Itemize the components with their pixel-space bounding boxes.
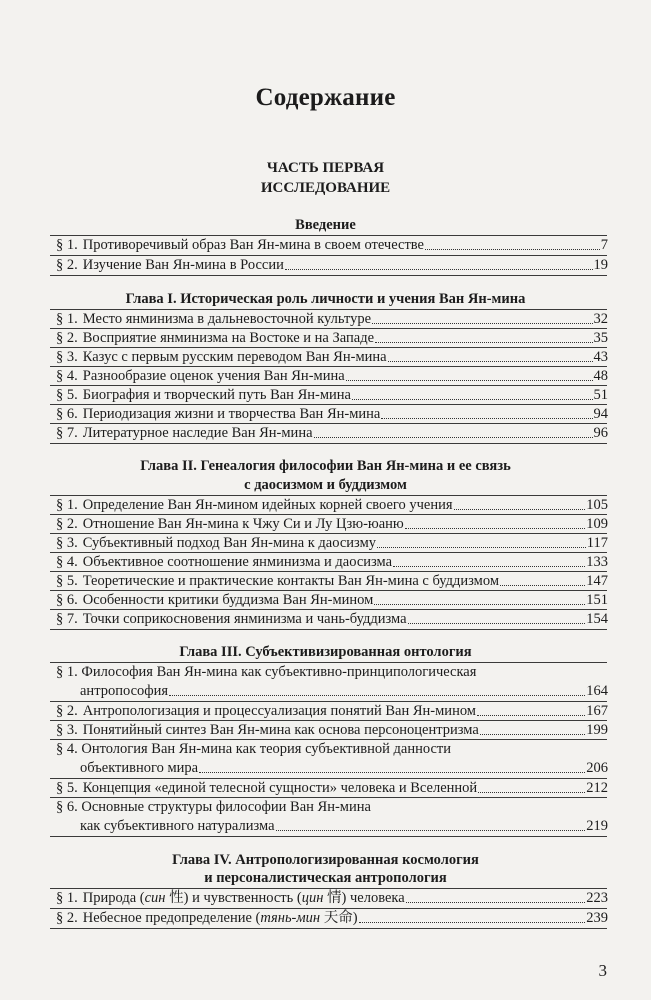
leader-dots [478, 791, 585, 793]
entry-page: 105 [586, 497, 608, 513]
leader-dots [381, 417, 592, 419]
entry-title: Антропологизация и процессуализация понятий Ван Ян-мином [82, 703, 476, 719]
toc-entry-first-line[interactable] [56, 740, 451, 759]
chapter-4-heading-cont: и персоналистическая антропология [204, 870, 447, 886]
entry-number: § 2. [56, 910, 78, 926]
entry-page: 19 [593, 257, 608, 273]
entry-number: § 4. [56, 741, 78, 757]
entry-page: 219 [586, 818, 608, 834]
leader-dots [477, 714, 585, 716]
entry-title: Концепция «единой телесной сущности» человека и Вселенной [82, 780, 478, 796]
entry-page: 239 [586, 910, 608, 926]
entry-number: § 1. [56, 237, 78, 253]
leader-dots [352, 398, 593, 400]
entry-title-cont: как субъективного натурализма [80, 818, 275, 834]
toc-entry[interactable] [56, 889, 608, 908]
toc-entry[interactable] [56, 386, 608, 405]
entry-number: § 3. [56, 722, 78, 738]
toc-entry[interactable] [56, 572, 608, 591]
entry-title: Объективное соотношение янминизма и даосизма [82, 554, 393, 570]
entry-title: Восприятие янминизма на Востоке и на Западе [82, 330, 375, 346]
entry-title: Литературное наследие Ван Ян-мина [82, 425, 313, 441]
entry-title: Основные структуры философии Ван Ян-мина [81, 799, 371, 815]
divider [50, 443, 607, 444]
entry-page: 133 [586, 554, 608, 570]
toc-entry[interactable] [56, 534, 608, 553]
entry-page: 7 [600, 237, 608, 253]
part-title: ИССЛЕДОВАНИЕ [260, 180, 391, 196]
entry-page: 154 [586, 611, 608, 627]
toc-entry[interactable] [56, 348, 608, 367]
leader-dots [408, 622, 586, 624]
entry-number: § 1. [56, 664, 78, 680]
entry-number: § 1. [56, 890, 78, 906]
entry-page: 167 [586, 703, 608, 719]
divider [50, 275, 607, 276]
entry-number: § 5. [56, 387, 78, 403]
entry-page: 117 [586, 535, 608, 551]
entry-title: Философия Ван Ян-мина как субъективно-принципологическая [81, 664, 477, 680]
entry-number: § 2. [56, 257, 78, 273]
entry-number: § 1. [56, 497, 78, 513]
entry-title: Понятийный синтез Ван Ян-мина как основа персоноцентризма [82, 722, 479, 738]
entry-title: Казус с первым русским переводом Ван Ян-мина [82, 349, 387, 365]
leader-dots [405, 527, 585, 529]
divider [50, 928, 607, 929]
entry-page: 151 [586, 592, 608, 608]
toc-entry[interactable] [56, 610, 608, 629]
entry-number: § 3. [56, 349, 78, 365]
chapter-3-heading: Глава III. Субъективизированная онтология [179, 644, 472, 660]
toc-entry-continuation[interactable] [80, 682, 608, 701]
toc-entry[interactable] [56, 591, 608, 610]
leader-dots [406, 901, 586, 903]
entry-title: Определение Ван Ян-мином идейных корней своего учения [82, 497, 453, 513]
entry-title: Особенности критики буддизма Ван Ян-мином [82, 592, 374, 608]
entry-title: Биография и творческий путь Ван Ян-мина [82, 387, 351, 403]
toc-entry[interactable] [56, 496, 608, 515]
entry-number: § 7. [56, 611, 78, 627]
entry-title: Периодизация жизни и творчества Ван Ян-мина [82, 406, 381, 422]
leader-dots [199, 771, 585, 773]
entry-page: 94 [593, 406, 608, 422]
part-label: ЧАСТЬ ПЕРВАЯ [266, 160, 385, 176]
entry-number: § 5. [56, 573, 78, 589]
entry-page: 147 [586, 573, 608, 589]
entry-title: Точки соприкосновения янминизма и чань-буддизма [82, 611, 407, 627]
entry-page: 109 [586, 516, 608, 532]
divider [50, 629, 607, 630]
leader-dots [169, 694, 585, 696]
entry-title: Место янминизма в дальневосточной культуре [82, 311, 372, 327]
entry-page: 199 [586, 722, 608, 738]
entry-page: 48 [593, 368, 608, 384]
entry-number: § 6. [56, 406, 78, 422]
entry-number: § 6. [56, 592, 78, 608]
entry-title-cont: объективного мира [80, 760, 199, 776]
entry-number: § 5. [56, 780, 78, 796]
entry-page: 223 [586, 890, 608, 906]
chapter-1-heading: Глава I. Историческая роль личности и учения Ван Ян-мина [125, 291, 526, 307]
leader-dots [377, 546, 586, 548]
leader-dots [393, 565, 585, 567]
toc-entry[interactable] [56, 329, 608, 348]
toc-entry[interactable] [56, 424, 608, 443]
leader-dots [454, 508, 586, 510]
toc-entry[interactable] [56, 515, 608, 534]
toc-entry[interactable] [56, 236, 608, 255]
toc-entry[interactable] [56, 405, 608, 424]
toc-entry[interactable] [56, 702, 608, 721]
leader-dots [359, 921, 586, 923]
entry-page: 212 [586, 780, 608, 796]
entry-page: 35 [593, 330, 608, 346]
entry-title: Теоретические и практические контакты Ван Ян-мина с буддизмом [82, 573, 500, 589]
toc-entry-first-line[interactable] [56, 798, 371, 817]
entry-title: Отношение Ван Ян-мина к Чжу Си и Лу Цзю-юаню [82, 516, 404, 532]
leader-dots [314, 436, 593, 438]
chapter-2-heading-cont: с даосизмом и буддизмом [244, 477, 407, 493]
toc-entry[interactable] [56, 909, 608, 928]
leader-dots [480, 733, 585, 735]
entry-page: 32 [593, 311, 608, 327]
entry-page: 51 [593, 387, 608, 403]
entry-number: § 3. [56, 535, 78, 551]
toc-entry[interactable] [56, 367, 608, 386]
leader-dots [372, 322, 592, 324]
leader-dots [285, 268, 593, 270]
leader-dots [276, 829, 586, 831]
entry-title: Небесное предопределение (тянь-мин 天命) [82, 910, 358, 926]
entry-title: Субъективный подход Ван Ян-мина к даосизму [82, 535, 376, 551]
entry-page: 96 [593, 425, 608, 441]
page-title: Содержание [255, 84, 396, 111]
leader-dots [425, 248, 600, 250]
chapter-2-heading: Глава II. Генеалогия философии Ван Ян-мина и ее связь [140, 458, 511, 474]
entry-number: § 2. [56, 330, 78, 346]
entry-number: § 7. [56, 425, 78, 441]
leader-dots [500, 584, 585, 586]
toc-entry[interactable] [56, 779, 608, 798]
intro-heading: Введение [295, 217, 356, 233]
leader-dots [375, 341, 592, 343]
entry-title-cont: антропософия [80, 683, 169, 699]
entry-page: 164 [586, 683, 608, 699]
entry-number: § 4. [56, 368, 78, 384]
chapter-4-heading: Глава IV. Антропологизированная космология [172, 852, 479, 868]
toc-entry-continuation[interactable] [80, 817, 608, 836]
entry-page: 206 [586, 760, 608, 776]
entry-page: 43 [593, 349, 608, 365]
leader-dots [374, 603, 585, 605]
toc-entry-continuation[interactable] [80, 759, 608, 778]
toc-entry[interactable] [56, 721, 608, 740]
toc-entry[interactable] [56, 310, 608, 329]
entry-number: § 4. [56, 554, 78, 570]
entry-title: Разнообразие оценок учения Ван Ян-мина [82, 368, 345, 384]
entry-number: § 2. [56, 516, 78, 532]
entry-number: § 2. [56, 703, 78, 719]
entry-number: § 6. [56, 799, 78, 815]
toc-entry-first-line[interactable] [56, 663, 476, 682]
entry-title: Противоречивый образ Ван Ян-мина в своем отечестве [82, 237, 424, 253]
toc-entry[interactable] [56, 256, 608, 275]
entry-title: Природа (син 性) и чувственность (цин 情) человека [82, 890, 405, 906]
page-number: 3 [598, 961, 607, 980]
divider [50, 836, 607, 837]
entry-number: § 1. [56, 311, 78, 327]
leader-dots [388, 360, 593, 362]
leader-dots [346, 379, 593, 381]
entry-title: Изучение Ван Ян-мина в России [82, 257, 284, 273]
entry-title: Онтология Ван Ян-мина как теория субъективной данности [81, 741, 451, 757]
toc-entry[interactable] [56, 553, 608, 572]
